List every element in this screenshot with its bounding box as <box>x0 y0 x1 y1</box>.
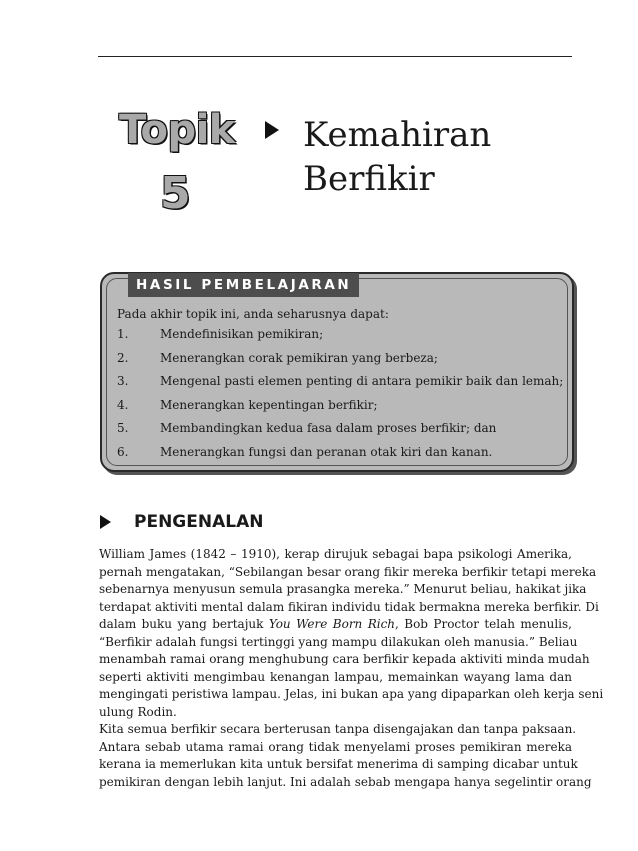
paragraph-line <box>99 616 572 634</box>
text-segment: dalam buku yang bertajuk <box>99 617 269 631</box>
learning-outcomes-label: HASIL PEMBELAJARAN <box>128 273 359 297</box>
paragraph-line: “Berfikir adalah fungsi tertinggi yang mampu dilakukan oleh manusia.” Beliau <box>99 634 578 649</box>
chapter-title <box>303 113 491 201</box>
list-text: Menerangkan fungsi dan peranan otak kiri dan kanan. <box>160 444 493 459</box>
paragraph-intro <box>99 546 604 721</box>
list-text: Menerangkan corak pemikiran yang berbeza; <box>160 350 438 365</box>
paragraph-line: seperti aktiviti mengimbau kenangan lampau, memainkan wayang lama dan <box>99 669 572 684</box>
paragraph-line: pernah mengatakan, “Sebilangan besar orang fikir mereka berfikir tetapi mereka <box>99 564 597 579</box>
chapter-title-line2: Berfikir <box>303 159 435 199</box>
title-arrow-icon <box>265 121 279 139</box>
paragraph-line: William James (1842 – 1910), kerap dirujuk sebagai bapa psikologi Amerika, <box>99 547 572 561</box>
paragraph-line: Antara sebab utama ramai orang tidak menyelami proses pemikiran mereka <box>99 739 572 754</box>
list-number: 5. <box>117 421 129 436</box>
paragraph-line: kerana ia memerlukan kita untuk bersifat menerima di samping dicabar untuk <box>99 757 578 771</box>
paragraph-line: pemikiran dengan lebih lanjut. Ini adalah sebab mengapa hanya segelintir orang <box>99 774 592 789</box>
list-text: Mendefinisikan pemikiran; <box>160 327 324 341</box>
list-text: Menerangkan kepentingan berfikir; <box>160 397 378 412</box>
text-segment: , Bob Proctor telah menulis, <box>395 617 572 631</box>
list-number: 3. <box>117 374 129 389</box>
list-number: 6. <box>117 444 129 459</box>
learning-outcomes-box <box>100 272 574 472</box>
header-rule <box>98 56 572 57</box>
paragraph-line: mengingati peristiwa lampau. Jelas, ini bukan apa yang dipaparkan oleh kerja seni <box>99 687 604 701</box>
book-title: You Were Born Rich <box>268 617 396 631</box>
list-number: 4. <box>117 397 129 412</box>
paragraph-line: ulung Rodin. <box>99 704 177 719</box>
list-number: 1. <box>117 327 129 341</box>
list-text: Mengenal pasti elemen penting di antara pemikir baik dan lemah; <box>160 374 564 389</box>
list-number: 2. <box>117 350 129 365</box>
section-heading: PENGENALAN <box>134 512 264 532</box>
topic-label: Topik <box>119 107 235 153</box>
paragraph-line: Kita semua berfikir secara berterusan tanpa disengajakan dan tanpa paksaan. <box>99 722 577 736</box>
learning-outcomes-intro: Pada akhir topik ini, anda seharusnya dapat: <box>117 307 389 321</box>
topic-number: 5 <box>160 168 191 219</box>
chapter-title-line1: Kemahiran <box>303 115 492 155</box>
paragraph-line: menambah ramai orang menghubung cara berfikir kepada aktiviti minda mudah <box>99 652 590 666</box>
list-text: Membandingkan kedua fasa dalam proses berfikir; dan <box>160 421 497 436</box>
paragraph-second <box>99 721 592 791</box>
section-arrow-icon <box>100 515 111 529</box>
paragraph-line: sebenarnya menyusun semula prasangka mereka.” Menurut beliau, hakikat jika <box>99 582 587 596</box>
paragraph-line: terdapat aktiviti mental dalam fikiran individu tidak bermakna mereka berfikir. Di <box>99 599 599 614</box>
